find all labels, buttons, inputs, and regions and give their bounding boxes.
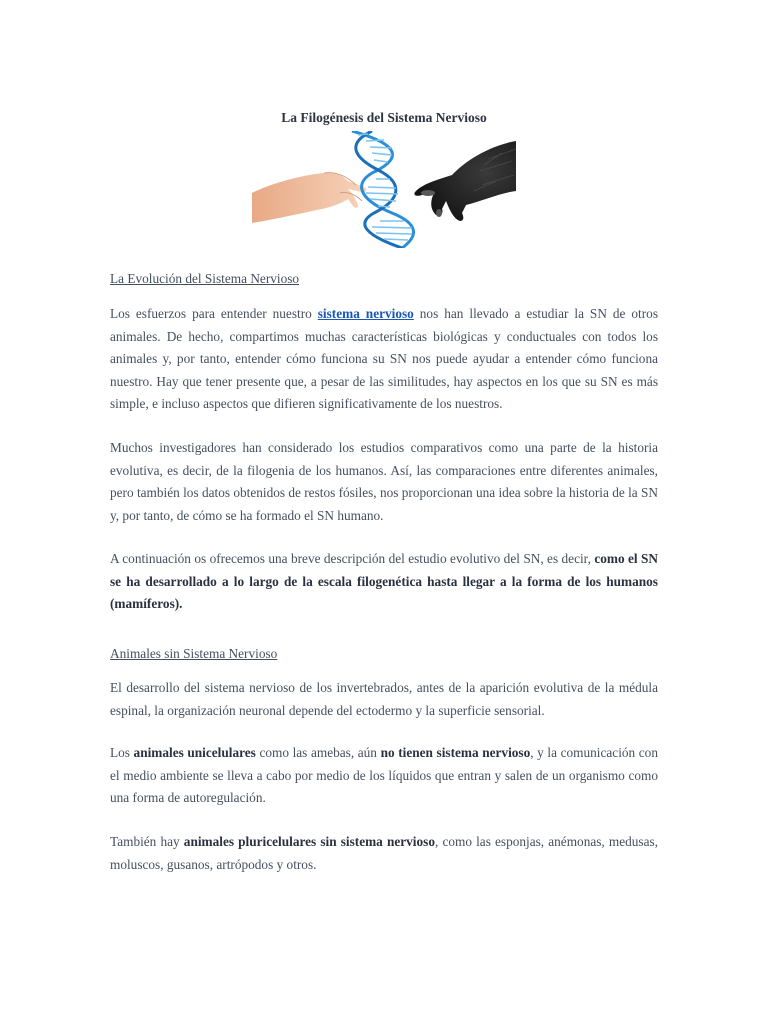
paragraph-text: como las amebas, aún <box>255 745 381 760</box>
paragraph-multicellular <box>110 831 658 876</box>
sistema-nervioso-link[interactable]: sistema nervioso <box>317 306 414 321</box>
paragraph-bold-text: como el SN se ha desarrollado a lo largo de la escala filogenética hasta llegar a la forma de los humanos (mamíferos). <box>110 551 658 612</box>
document-title: La Filogénesis del Sistema Nervioso <box>281 110 487 125</box>
paragraph-bold-text: animales unicelulares <box>133 745 256 760</box>
paragraph-text: nos han llevado a estudiar la SN de otros animales. De hecho, compartimos muchas características biológicas y conductuales con todos los animales y, por tanto, entender cómo funciona su SN nos puede ayudar a entender cómo funciona nuestro. Hay que tener presente que, a pesar de las similitudes, hay aspectos en los que su SN es más simple, e incluso aspectos que difieren significativamente de los nuestros. <box>110 306 658 412</box>
paragraph-text: , y la comunicación con el medio ambiente se lleva a cabo por medio de los líquidos que entran y salen de un organismo como una forma de autoregulación. <box>110 745 658 806</box>
paragraph-text: También hay <box>110 834 184 849</box>
paragraph-comparative: Muchos investigadores han considerado los estudios comparativos como una parte de la historia evolutiva, es decir, de la filogenia de los humanos. Así, las comparaciones entre diferentes animales, pero también los datos obtenidos de restos fósiles, nos proporcionan una idea sobre la historia de la SN y, por tanto, de cómo se ha formado el SN humano. <box>110 440 659 523</box>
hero-image <box>252 131 516 248</box>
paragraph-description <box>110 548 658 616</box>
paragraph-text: Los <box>110 745 134 760</box>
paragraph-bold-text: no tienen sistema nervioso <box>380 745 531 760</box>
section-heading-evolucion: La Evolución del Sistema Nervioso <box>110 271 300 286</box>
paragraph-text: , como las esponjas, anémonas, medusas, moluscos, gusanos, artrópodos y otros. <box>110 834 658 872</box>
section-heading-sin-sistema: Animales sin Sistema Nervioso <box>110 646 278 661</box>
human-hand-icon <box>252 173 366 223</box>
paragraph-text: Los esfuerzos para entender nuestro <box>110 306 318 321</box>
paragraph-invertebrates: El desarrollo del sistema nervioso de los invertebrados, antes de la aparición evolutiva de la médula espinal, la organización neuronal depende del ectodermo y la superficie sensorial. <box>110 680 658 718</box>
paragraph-intro <box>110 303 658 416</box>
paragraph-bold-text: animales pluricelulares sin sistema nervioso <box>183 834 435 849</box>
gorilla-hand-icon <box>414 141 516 221</box>
paragraph-unicellular <box>110 742 658 810</box>
paragraph-text: A continuación os ofrecemos una breve descripción del estudio evolutivo del SN, es decir, <box>110 551 595 566</box>
dna-helix-icon <box>352 131 413 248</box>
